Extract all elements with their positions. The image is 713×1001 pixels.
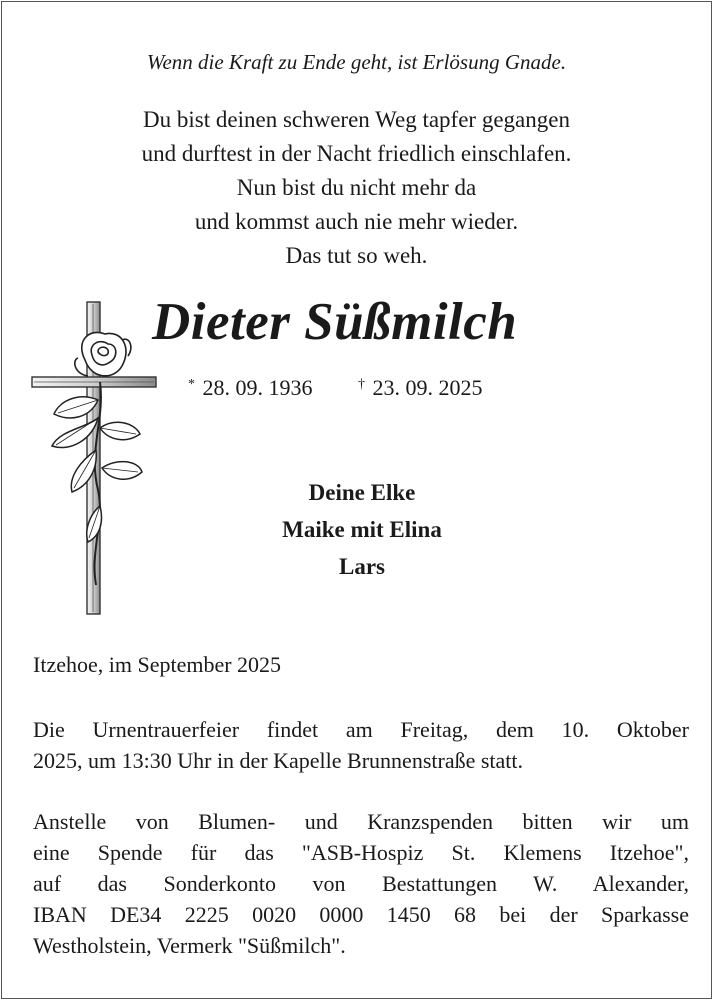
motto: Wenn die Kraft zu Ende geht, ist Erlösung Gnade. bbox=[146, 50, 567, 74]
mourner: Maike mit Elina bbox=[282, 517, 442, 542]
mourner: Deine Elke bbox=[308, 480, 416, 505]
birth bbox=[188, 375, 313, 401]
verse-line: und kommst auch nie mehr wieder. bbox=[194, 209, 519, 234]
verse bbox=[2, 103, 711, 273]
ceremony-info bbox=[33, 714, 689, 776]
verse-line: Du bist deinen schweren Weg tapfer gegangen bbox=[143, 107, 570, 132]
verse-line: Nun bist du nicht mehr da bbox=[236, 175, 477, 200]
birth-symbol: * bbox=[188, 377, 195, 392]
death-date: 23. 09. 2025 bbox=[372, 375, 483, 400]
birth-date: 28. 09. 1936 bbox=[202, 375, 313, 400]
death bbox=[358, 375, 483, 401]
mourners bbox=[162, 474, 562, 585]
cross-with-rose-icon bbox=[30, 300, 160, 626]
ceremony-line: 2025, um 13:30 Uhr in der Kapelle Brunnenstraße statt. bbox=[33, 748, 524, 773]
donation-line: Westholstein, Vermerk "Süßmilch". bbox=[33, 933, 346, 958]
donation-line: eine Spende für das "ASB-Hospiz St. Klemens Itzehoe", bbox=[33, 840, 689, 865]
donation-line: Anstelle von Blumen- und Kranzspenden bitten wir um bbox=[33, 809, 689, 834]
donation-line: IBAN DE34 2225 0020 0000 1450 68 bei der Sparkasse bbox=[33, 902, 689, 927]
donation-info bbox=[33, 806, 689, 961]
place-date: Itzehoe, im September 2025 bbox=[33, 652, 282, 677]
mourner: Lars bbox=[339, 554, 385, 579]
deceased-name: Dieter Süßmilch bbox=[152, 293, 518, 351]
life-dates bbox=[188, 375, 483, 401]
verse-line: und durftest in der Nacht friedlich einschlafen. bbox=[141, 141, 572, 166]
death-symbol: † bbox=[358, 377, 365, 392]
verse-line: Das tut so weh. bbox=[285, 243, 428, 268]
ceremony-line: Die Urnentrauerfeier findet am Freitag, dem 10. Oktober bbox=[33, 717, 689, 742]
obituary-notice bbox=[1, 1, 712, 999]
donation-line: auf das Sonderkonto von Bestattungen W. Alexander, bbox=[33, 871, 689, 896]
